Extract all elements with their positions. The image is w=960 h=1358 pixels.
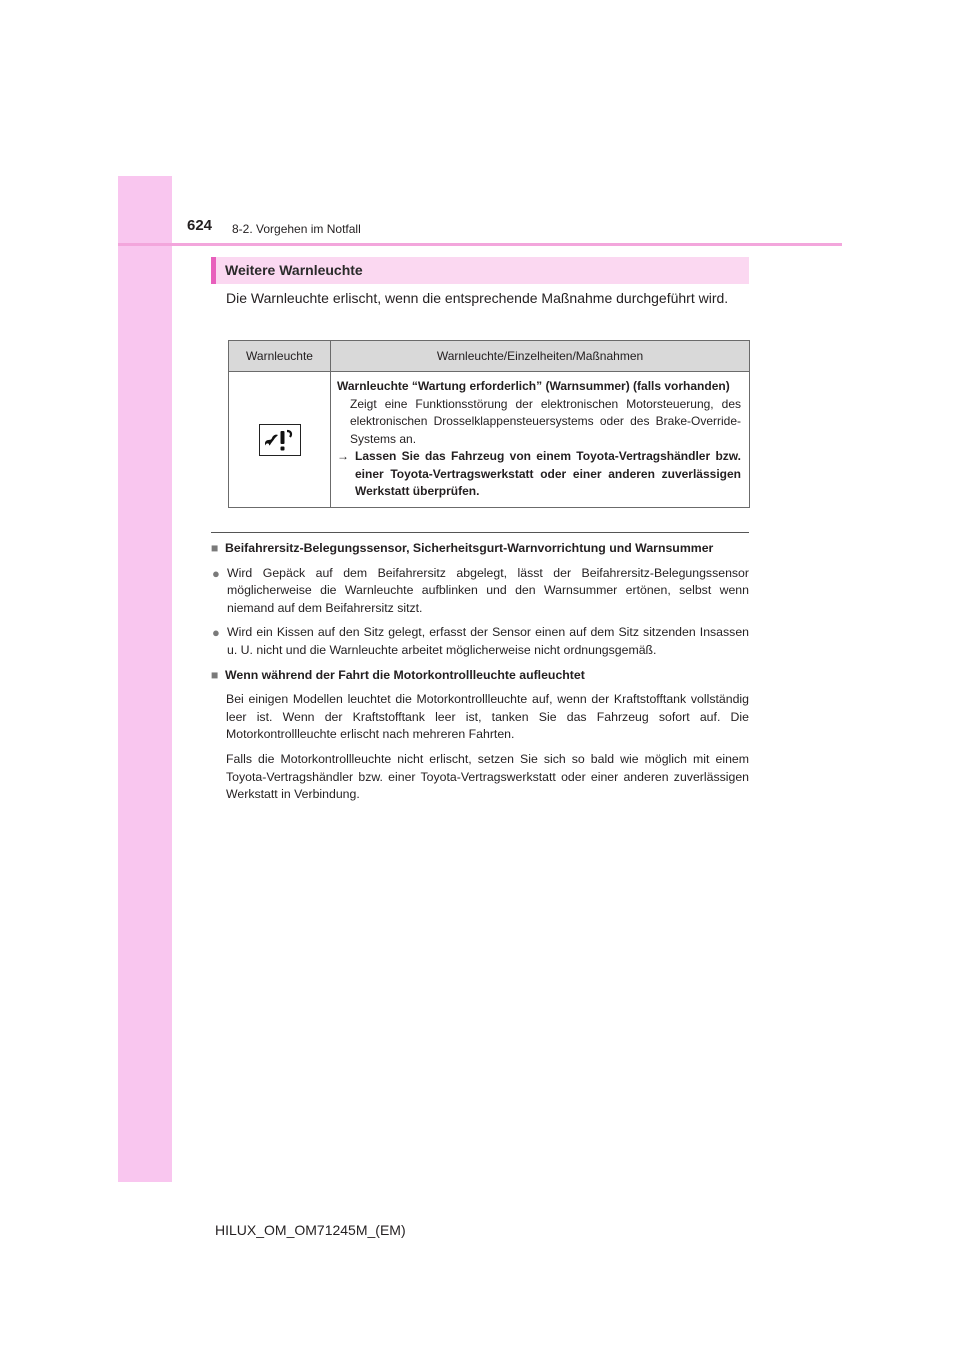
section-divider	[211, 532, 749, 533]
warning-title: Warnleuchte “Wartung erforderlich” (Warnsummer) (falls vorhanden)	[337, 379, 730, 393]
bullet-icon: ●	[212, 625, 220, 641]
table-header-light: Warnleuchte	[229, 341, 331, 372]
warning-light-table	[228, 340, 750, 508]
table-header-details: Warnleuchte/Einzelheiten/Maßnahmen	[331, 341, 750, 372]
warning-action-text: Lassen Sie das Fahrzeug von einem Toyota-Vertragshändler bzw. einer Toyota-Vertragswerkstatt oder einer anderen zuverlässigen Werkstatt überprüfen.	[355, 449, 741, 498]
note-heading-text: Beifahrersitz-Belegungssensor, Sicherheitsgurt-Warnvorrichtung und Warnsummer	[225, 541, 714, 555]
warning-detail: Zeigt eine Funktionsstörung der elektronischen Motorsteuerung, des elektronischen Drosselklappensteuersystems oder des Brake-Override-Systems an.	[350, 396, 741, 446]
table-row	[229, 372, 750, 508]
list-item-text: Wird ein Kissen auf den Sitz gelegt, erfasst der Sensor einen auf dem Sitz sitzenden Insassen u. U. nicht und die Warnleuchte arbeitet möglicherweise nicht ordnungsgemäß.	[227, 625, 749, 657]
maintenance-required-warning-icon	[259, 424, 301, 456]
square-bullet-icon: ■	[211, 667, 219, 682]
warning-action	[337, 448, 741, 501]
note-paragraph: Falls die Motorkontrollleuchte nicht erlischt, setzen Sie sich so bald wie möglich mit einem Toyota-Vertragshändler bzw. einer Toyota-Vertragswerkstatt oder einer anderen zuverlässigen Werkstatt in Verbindung.	[226, 751, 749, 802]
intro-paragraph: Die Warnleuchte erlischt, wenn die entsprechende Maßnahme durchgeführt wird.	[226, 290, 729, 306]
note-heading-text: Wenn während der Fahrt die Motorkontrollleuchte aufleuchtet	[225, 667, 585, 682]
section-breadcrumb: 8-2. Vorgehen im Notfall	[232, 222, 361, 236]
section-heading: Weitere Warnleuchte	[211, 257, 749, 284]
square-bullet-icon: ■	[211, 541, 219, 555]
details-cell	[331, 372, 750, 508]
footer-document-code: HILUX_OM_OM71245M_(EM)	[215, 1222, 406, 1238]
list-item	[211, 624, 749, 659]
note-heading	[211, 667, 749, 685]
list-item	[211, 565, 749, 618]
table-header-row	[229, 341, 750, 372]
header-rule	[118, 243, 842, 246]
arrow-right-icon: →	[337, 449, 349, 463]
note-paragraph: Bei einigen Modellen leuchtet die Motorkontrollleuchte auf, wenn der Kraftstofftank vollständig leer ist. Wenn der Kraftstofftank leer ist, tanken Sie das Fahrzeug sofort auf. Die Motorkontrollleuchte erlischt nach mehreren Fahrten.	[226, 692, 749, 742]
bullet-icon: ●	[212, 565, 220, 581]
note-heading	[211, 540, 749, 558]
side-color-band	[118, 176, 172, 1182]
icon-cell	[229, 372, 331, 508]
page-number: 624	[187, 217, 213, 234]
list-item-text: Wird Gepäck auf dem Beifahrersitz abgelegt, lässt der Beifahrersitz-Belegungssensor möglicherweise die Warnleuchte aufblinken und den Warnsummer ertönen, selbst wenn niemand auf dem Beifahrersitz sitzt.	[227, 565, 749, 615]
notes-section	[211, 540, 749, 811]
